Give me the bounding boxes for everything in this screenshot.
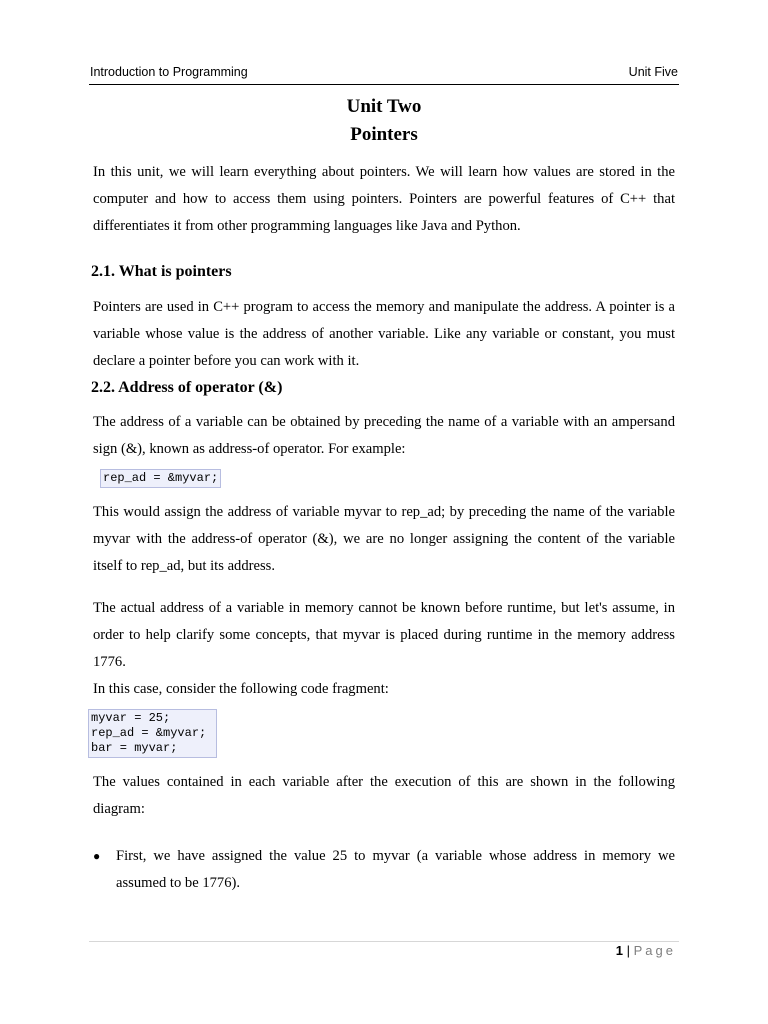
topic-title: Pointers bbox=[350, 124, 418, 145]
section2-paragraph-1: The address of a variable can be obtained by preceding the name of a variable with an ampersand sign (&), known as address-of operator. For example: bbox=[93, 414, 675, 457]
section2-paragraph-3: The actual address of a variable in memory cannot be known before runtime, but let's assume, in order to help clarify some concepts, that myvar is placed during runtime in the memory address 1776. bbox=[93, 600, 675, 670]
bullet-icon: ● bbox=[93, 849, 101, 863]
code-fragment-block: myvar = 25; rep_ad = &myvar; bar = myvar; bbox=[88, 709, 217, 758]
section-heading-address-of-operator: 2.2. Address of operator (&) bbox=[91, 379, 283, 396]
header-course-title: Introduction to Programming bbox=[90, 65, 248, 79]
footer-separator: | bbox=[626, 943, 630, 958]
page-label: Page bbox=[633, 943, 676, 958]
section2-paragraph-2: This would assign the address of variable myvar to rep_ad; by preceding the name of the variable myvar with the address-of operator (&), we are no longer assigning the content of the variable itself to rep_ad, but its address. bbox=[93, 504, 675, 574]
page-number: 1 bbox=[615, 943, 623, 958]
page-header bbox=[89, 64, 679, 85]
section1-paragraph: Pointers are used in C++ program to access the memory and manipulate the address. A pointer is a variable whose value is the address of another variable. Like any variable or constant, you must declare a pointer before you can work with it. bbox=[93, 299, 675, 369]
code-snippet-inline: rep_ad = &myvar; bbox=[100, 469, 221, 488]
header-unit-label: Unit Five bbox=[628, 65, 678, 79]
bullet-text: First, we have assigned the value 25 to myvar (a variable whose address in memory we assumed to be 1776). bbox=[116, 848, 675, 891]
intro-paragraph: In this unit, we will learn everything about pointers. We will learn how values are stored in the computer and how to access them using pointers. Pointers are powerful features of C++ that differentiates it from other programming languages like Java and Python. bbox=[93, 164, 675, 234]
section-heading-what-is-pointers: 2.1. What is pointers bbox=[91, 263, 232, 280]
document-title bbox=[89, 93, 679, 149]
bullet-list-item bbox=[93, 843, 675, 897]
section2-paragraph-4: In this case, consider the following code fragment: bbox=[93, 681, 389, 697]
page-footer bbox=[616, 943, 676, 958]
footer-divider bbox=[89, 941, 679, 942]
unit-title: Unit Two bbox=[346, 96, 422, 117]
section2-paragraph-5: The values contained in each variable after the execution of this are shown in the following diagram: bbox=[93, 774, 675, 817]
